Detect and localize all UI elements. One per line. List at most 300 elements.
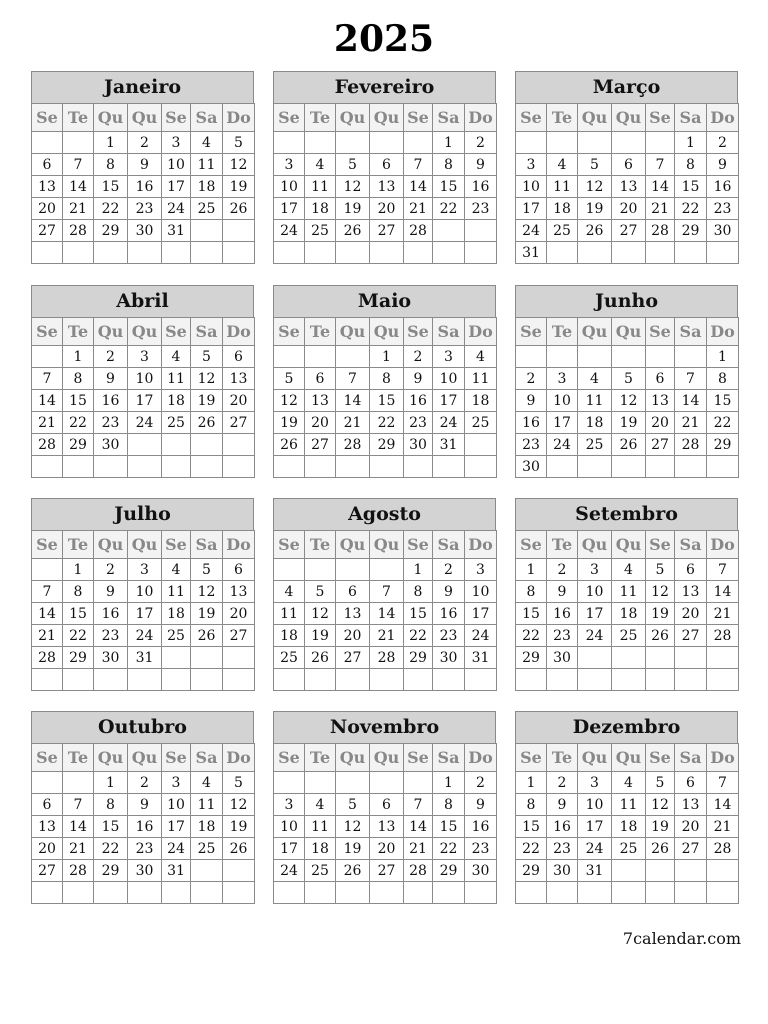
day-cell: 28 — [336, 434, 370, 456]
day-cell: 25 — [612, 625, 646, 647]
day-cell: 10 — [274, 176, 305, 198]
day-cell: 27 — [646, 434, 675, 456]
day-cell: 23 — [516, 434, 547, 456]
empty-cell — [404, 772, 433, 794]
day-cell: 17 — [433, 390, 465, 412]
weekday-label: Te — [305, 318, 336, 346]
day-cell: 26 — [612, 434, 646, 456]
empty-cell — [94, 882, 128, 904]
day-cell: 17 — [578, 816, 612, 838]
weekday-header-row — [516, 318, 739, 346]
weekday-label: Se — [646, 318, 675, 346]
weekday-header-row — [274, 104, 497, 132]
day-cell: 11 — [162, 581, 191, 603]
day-cell: 1 — [433, 772, 465, 794]
day-cell: 19 — [191, 390, 223, 412]
empty-cell — [274, 559, 305, 581]
week-row — [274, 772, 497, 794]
day-cell: 1 — [433, 132, 465, 154]
day-cell: 21 — [32, 412, 63, 434]
weekday-label: Qu — [336, 744, 370, 772]
week-row — [274, 242, 497, 264]
day-cell: 29 — [94, 860, 128, 882]
weekday-label: Se — [274, 318, 305, 346]
day-cell: 29 — [707, 434, 739, 456]
day-cell: 10 — [162, 794, 191, 816]
day-cell: 25 — [162, 412, 191, 434]
day-cell: 28 — [32, 434, 63, 456]
day-cell: 24 — [274, 860, 305, 882]
day-cell: 9 — [128, 154, 162, 176]
weekday-label: Te — [547, 744, 578, 772]
day-cell: 22 — [433, 198, 465, 220]
day-cell: 18 — [612, 816, 646, 838]
day-cell: 11 — [547, 176, 578, 198]
empty-cell — [646, 860, 675, 882]
day-cell: 3 — [516, 154, 547, 176]
month-dezembro — [515, 711, 738, 904]
day-cell: 18 — [305, 198, 336, 220]
day-cell: 8 — [516, 794, 547, 816]
weekday-label: Se — [516, 744, 547, 772]
day-cell: 7 — [63, 154, 94, 176]
empty-cell — [370, 669, 404, 691]
empty-cell — [94, 669, 128, 691]
day-cell: 5 — [191, 346, 223, 368]
day-cell: 13 — [336, 603, 370, 625]
day-cell: 8 — [370, 368, 404, 390]
day-cell: 12 — [646, 794, 675, 816]
month-name: Fevereiro — [273, 71, 496, 103]
empty-cell — [547, 456, 578, 478]
day-cell: 12 — [191, 368, 223, 390]
empty-cell — [370, 882, 404, 904]
month-name: Setembro — [515, 498, 738, 530]
weekday-label: Qu — [336, 318, 370, 346]
day-cell: 16 — [707, 176, 739, 198]
empty-cell — [305, 669, 336, 691]
week-row — [516, 669, 739, 691]
day-cell: 3 — [128, 559, 162, 581]
empty-cell — [516, 882, 547, 904]
day-cell: 3 — [578, 772, 612, 794]
week-row — [516, 132, 739, 154]
day-cell: 6 — [370, 794, 404, 816]
day-cell: 1 — [63, 559, 94, 581]
empty-cell — [578, 132, 612, 154]
day-cell: 16 — [465, 176, 497, 198]
day-cell: 8 — [94, 794, 128, 816]
week-row — [516, 176, 739, 198]
month-agosto — [273, 498, 496, 691]
day-cell: 5 — [223, 772, 255, 794]
day-cell: 29 — [370, 434, 404, 456]
day-cell: 29 — [94, 220, 128, 242]
empty-cell — [191, 669, 223, 691]
weekday-label: Sa — [191, 531, 223, 559]
weekday-label: Qu — [128, 744, 162, 772]
day-cell: 26 — [578, 220, 612, 242]
day-cell: 5 — [612, 368, 646, 390]
day-cell: 3 — [433, 346, 465, 368]
day-cell: 18 — [612, 603, 646, 625]
day-cell: 17 — [274, 838, 305, 860]
weekday-label: Qu — [578, 744, 612, 772]
day-cell: 8 — [433, 794, 465, 816]
empty-cell — [433, 669, 465, 691]
day-cell: 11 — [305, 176, 336, 198]
day-cell: 12 — [305, 603, 336, 625]
day-cell: 31 — [433, 434, 465, 456]
day-cell: 2 — [404, 346, 433, 368]
day-cell: 28 — [63, 220, 94, 242]
empty-cell — [223, 860, 255, 882]
empty-cell — [162, 647, 191, 669]
day-cell: 2 — [516, 368, 547, 390]
weekday-label: Qu — [128, 318, 162, 346]
weekday-label: Sa — [433, 531, 465, 559]
day-cell: 18 — [191, 176, 223, 198]
day-cell: 22 — [516, 625, 547, 647]
weekday-label: Do — [707, 104, 739, 132]
empty-cell — [305, 132, 336, 154]
day-cell: 27 — [32, 220, 63, 242]
empty-cell — [612, 860, 646, 882]
empty-cell — [63, 242, 94, 264]
empty-cell — [162, 242, 191, 264]
day-cell: 11 — [191, 794, 223, 816]
week-row — [274, 794, 497, 816]
week-row — [274, 412, 497, 434]
day-cell: 27 — [675, 838, 707, 860]
month-name: Março — [515, 71, 738, 103]
day-cell: 30 — [433, 647, 465, 669]
day-cell: 20 — [370, 838, 404, 860]
day-cell: 21 — [63, 838, 94, 860]
day-cell: 3 — [162, 132, 191, 154]
empty-cell — [336, 346, 370, 368]
weekday-label: Qu — [94, 744, 128, 772]
empty-cell — [516, 669, 547, 691]
weekday-label: Qu — [612, 744, 646, 772]
day-cell: 12 — [191, 581, 223, 603]
weekday-header-row — [516, 104, 739, 132]
weekday-label: Se — [32, 744, 63, 772]
day-cell: 13 — [223, 368, 255, 390]
day-cell: 1 — [516, 559, 547, 581]
weekday-label: Do — [465, 104, 497, 132]
day-cell: 26 — [336, 220, 370, 242]
weekday-label: Te — [305, 744, 336, 772]
day-cell: 4 — [191, 132, 223, 154]
weekday-label: Qu — [128, 104, 162, 132]
day-cell: 9 — [94, 581, 128, 603]
month-fevereiro — [273, 71, 496, 264]
month-name: Maio — [273, 285, 496, 317]
day-cell: 17 — [578, 603, 612, 625]
week-row — [274, 647, 497, 669]
day-cell: 6 — [32, 154, 63, 176]
day-cell: 5 — [578, 154, 612, 176]
empty-cell — [274, 132, 305, 154]
day-cell: 19 — [578, 198, 612, 220]
day-cell: 5 — [274, 368, 305, 390]
weekday-label: Sa — [191, 318, 223, 346]
day-cell: 26 — [223, 198, 255, 220]
day-cell: 14 — [336, 390, 370, 412]
day-cell: 20 — [675, 816, 707, 838]
week-row — [516, 581, 739, 603]
empty-cell — [63, 132, 94, 154]
weekday-label: Se — [646, 744, 675, 772]
day-cell: 16 — [516, 412, 547, 434]
day-cell: 26 — [274, 434, 305, 456]
empty-cell — [578, 669, 612, 691]
day-cell: 20 — [223, 603, 255, 625]
weekday-label: Sa — [433, 744, 465, 772]
day-cell: 26 — [191, 625, 223, 647]
empty-cell — [612, 242, 646, 264]
day-cell: 10 — [578, 794, 612, 816]
day-cell: 8 — [94, 154, 128, 176]
day-cell: 13 — [305, 390, 336, 412]
week-row — [32, 132, 255, 154]
day-cell: 11 — [162, 368, 191, 390]
day-cell: 2 — [547, 772, 578, 794]
weekday-label: Se — [274, 104, 305, 132]
day-cell: 20 — [612, 198, 646, 220]
day-cell: 28 — [63, 860, 94, 882]
day-cell: 17 — [274, 198, 305, 220]
empty-cell — [128, 434, 162, 456]
day-cell: 3 — [274, 794, 305, 816]
day-cell: 8 — [63, 368, 94, 390]
day-cell: 18 — [162, 390, 191, 412]
empty-cell — [578, 242, 612, 264]
day-cell: 20 — [32, 198, 63, 220]
empty-cell — [646, 132, 675, 154]
day-cell: 8 — [516, 581, 547, 603]
day-cell: 30 — [94, 434, 128, 456]
day-cell: 28 — [646, 220, 675, 242]
day-cell: 12 — [612, 390, 646, 412]
day-cell: 7 — [404, 794, 433, 816]
day-cell: 1 — [370, 346, 404, 368]
day-cell: 4 — [191, 772, 223, 794]
day-cell: 30 — [516, 456, 547, 478]
day-cell: 27 — [32, 860, 63, 882]
empty-cell — [305, 882, 336, 904]
day-cell: 9 — [404, 368, 433, 390]
day-cell: 17 — [465, 603, 497, 625]
day-cell: 5 — [191, 559, 223, 581]
day-cell: 20 — [336, 625, 370, 647]
day-cell: 12 — [646, 581, 675, 603]
empty-cell — [547, 882, 578, 904]
week-row — [274, 816, 497, 838]
day-cell: 21 — [32, 625, 63, 647]
empty-cell — [465, 456, 497, 478]
empty-cell — [223, 647, 255, 669]
week-row — [516, 816, 739, 838]
day-cell: 6 — [370, 154, 404, 176]
weekday-header-row — [32, 744, 255, 772]
day-cell: 28 — [707, 625, 739, 647]
empty-cell — [675, 346, 707, 368]
footer-site-link[interactable]: 7calendar.com — [622, 929, 741, 948]
day-cell: 31 — [516, 242, 547, 264]
day-cell: 2 — [94, 346, 128, 368]
empty-cell — [433, 220, 465, 242]
weekday-label: Do — [465, 744, 497, 772]
day-cell: 8 — [404, 581, 433, 603]
day-cell: 11 — [612, 581, 646, 603]
day-cell: 10 — [465, 581, 497, 603]
day-cell: 15 — [63, 603, 94, 625]
day-cell: 13 — [612, 176, 646, 198]
weekday-label: Te — [547, 104, 578, 132]
week-row — [32, 346, 255, 368]
month-outubro — [31, 711, 254, 904]
weekday-label: Se — [162, 104, 191, 132]
week-row — [274, 625, 497, 647]
weekday-label: Qu — [370, 531, 404, 559]
day-cell: 7 — [336, 368, 370, 390]
weekday-label: Qu — [336, 104, 370, 132]
day-cell: 24 — [128, 412, 162, 434]
empty-cell — [274, 882, 305, 904]
day-cell: 29 — [404, 647, 433, 669]
day-cell: 6 — [305, 368, 336, 390]
weekday-label: Se — [274, 531, 305, 559]
day-cell: 22 — [404, 625, 433, 647]
weekday-label: Se — [404, 318, 433, 346]
weekday-header-row — [516, 744, 739, 772]
empty-cell — [191, 220, 223, 242]
week-row — [32, 220, 255, 242]
day-cell: 25 — [305, 860, 336, 882]
day-cell: 14 — [675, 390, 707, 412]
weekday-label: Do — [707, 531, 739, 559]
day-cell: 23 — [128, 838, 162, 860]
empty-cell — [32, 242, 63, 264]
weekday-label: Se — [32, 104, 63, 132]
day-cell: 2 — [465, 132, 497, 154]
day-cell: 19 — [223, 176, 255, 198]
day-cell: 8 — [707, 368, 739, 390]
empty-cell — [707, 882, 739, 904]
day-cell: 2 — [707, 132, 739, 154]
day-cell: 23 — [465, 198, 497, 220]
empty-cell — [612, 132, 646, 154]
day-cell: 25 — [578, 434, 612, 456]
year-title: 2025 — [333, 18, 435, 60]
day-cell: 29 — [433, 860, 465, 882]
day-cell: 26 — [305, 647, 336, 669]
day-cell: 22 — [707, 412, 739, 434]
day-cell: 12 — [223, 794, 255, 816]
week-row — [274, 176, 497, 198]
empty-cell — [646, 669, 675, 691]
day-cell: 18 — [305, 838, 336, 860]
day-cell: 7 — [646, 154, 675, 176]
day-cell: 19 — [305, 625, 336, 647]
empty-cell — [404, 456, 433, 478]
day-cell: 1 — [675, 132, 707, 154]
empty-cell — [32, 772, 63, 794]
day-cell: 22 — [63, 412, 94, 434]
day-cell: 4 — [547, 154, 578, 176]
empty-cell — [404, 882, 433, 904]
day-cell: 22 — [433, 838, 465, 860]
empty-cell — [646, 647, 675, 669]
day-cell: 9 — [465, 154, 497, 176]
empty-cell — [305, 456, 336, 478]
day-cell: 4 — [162, 559, 191, 581]
day-cell: 9 — [433, 581, 465, 603]
day-cell: 14 — [707, 581, 739, 603]
day-cell: 15 — [433, 176, 465, 198]
day-cell: 11 — [274, 603, 305, 625]
empty-cell — [646, 882, 675, 904]
week-row — [274, 860, 497, 882]
empty-cell — [612, 882, 646, 904]
empty-cell — [707, 669, 739, 691]
empty-cell — [578, 882, 612, 904]
empty-cell — [547, 242, 578, 264]
empty-cell — [191, 434, 223, 456]
empty-cell — [370, 132, 404, 154]
day-cell: 27 — [675, 625, 707, 647]
empty-cell — [336, 669, 370, 691]
day-cell: 14 — [63, 816, 94, 838]
week-row — [32, 198, 255, 220]
week-row — [516, 434, 739, 456]
day-cell: 7 — [32, 368, 63, 390]
weekday-label: Qu — [612, 531, 646, 559]
day-cell: 11 — [305, 816, 336, 838]
day-cell: 5 — [336, 154, 370, 176]
week-row — [516, 346, 739, 368]
day-cell: 1 — [404, 559, 433, 581]
day-cell: 30 — [128, 860, 162, 882]
empty-cell — [191, 860, 223, 882]
day-cell: 1 — [707, 346, 739, 368]
day-cell: 19 — [223, 816, 255, 838]
week-row — [32, 154, 255, 176]
day-cell: 21 — [336, 412, 370, 434]
week-row — [516, 882, 739, 904]
weekday-label: Qu — [94, 531, 128, 559]
weekday-header-row — [274, 318, 497, 346]
day-cell: 15 — [63, 390, 94, 412]
day-cell: 22 — [370, 412, 404, 434]
month-maio — [273, 285, 496, 478]
day-cell: 19 — [612, 412, 646, 434]
week-row — [516, 198, 739, 220]
day-cell: 24 — [465, 625, 497, 647]
day-cell: 24 — [162, 838, 191, 860]
weekday-header-row — [274, 531, 497, 559]
empty-cell — [305, 242, 336, 264]
day-cell: 23 — [404, 412, 433, 434]
weekday-label: Do — [707, 318, 739, 346]
day-cell: 6 — [223, 346, 255, 368]
day-cell: 18 — [578, 412, 612, 434]
empty-cell — [675, 242, 707, 264]
weekday-label: Se — [162, 744, 191, 772]
day-cell: 21 — [370, 625, 404, 647]
